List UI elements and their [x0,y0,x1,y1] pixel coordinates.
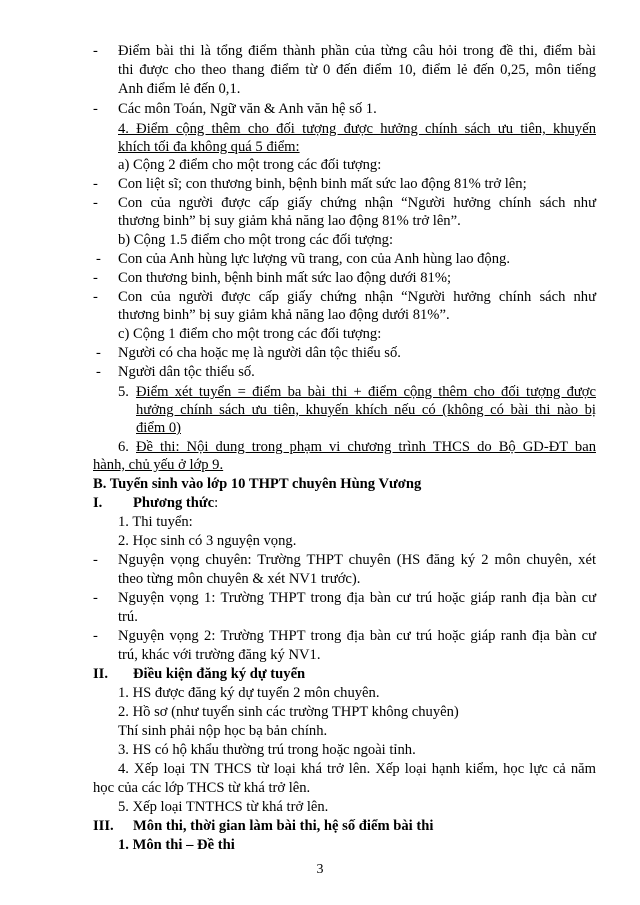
text-line: thương binh” bị suy giảm khả năng lao động 81% trở lên”. [118,213,461,229]
item-number: 6. [118,439,129,455]
bullet-dash: - [96,364,101,380]
bullet-dash: - [93,101,98,117]
bullet-dash: - [93,43,98,59]
bullet-dash: - [93,628,98,644]
subheading-a: a) Cộng 2 điểm cho một trong các đối tượng: [118,157,382,173]
text-line: điểm 0) [136,420,181,436]
text-line: Anh điểm lẻ đến 0,1. [118,81,241,97]
roman-numeral: III. [93,818,114,834]
subheading-mon-thi-de-thi: 1. Môn thi – Đề thi [118,837,235,853]
bullet-dash: - [96,251,101,267]
text-line: Con liệt sĩ; con thương binh, bệnh binh mất sức lao động 81% trở lên; [118,176,527,192]
text-line: thương binh” bị suy giảm khả năng lao động dưới 81%”. [118,307,450,323]
bullet-dash: - [93,176,98,192]
text-line: hưởng chính sách ưu tiên, khuyến khích nếu có (không có bài thi nào bị [136,402,596,418]
list-item: 2. Hồ sơ (như tuyển sinh các trường THPT không chuyên) [118,704,459,720]
list-item: 1. Thi tuyển: [118,514,193,530]
bullet-dash: - [93,289,98,305]
text-line: Người dân tộc thiểu số. [118,364,255,380]
text-line: Con của Anh hùng lực lượng vũ trang, con của Anh hùng lao động. [118,251,510,267]
text-line: Nguyện vọng 1: Trường THPT trong địa bàn cư trú hoặc giáp ranh địa bàn cư [118,590,596,606]
text-line: Điểm xét tuyển = điểm ba bài thi + điểm cộng thêm cho đối tượng được [136,384,596,400]
text-line: Nguyện vọng chuyên: Trường THPT chuyên (HS đăng ký 2 môn chuyên, xét [118,552,596,568]
text-line: trú, khác với trường đăng ký NV1. [118,647,321,663]
text-line: Con thương binh, bệnh binh mất sức lao động dưới 81%; [118,270,452,286]
text-line: Thí sinh phải nộp học bạ bản chính. [118,723,328,739]
list-item: 4. Xếp loại TN THCS từ loại khá trở lên. Xếp loại hạnh kiểm, học lực cả năm [118,761,596,777]
list-item: 5. Xếp loại TNTHCS từ khá trở lên. [118,799,329,815]
section-heading-4-cont: khích tối đa không quá 5 điểm: [118,139,300,155]
text-line: Con của người được cấp giấy chứng nhận “Người hưởng chính sách như [118,289,596,305]
list-item: 3. HS có hộ khẩu thường trú trong hoặc ngoài tỉnh. [118,742,416,758]
text-line: Đề thi: Nội dung trong phạm vi chương trình THCS do Bộ GD-ĐT ban [136,439,596,455]
text-line: Các môn Toán, Ngữ văn & Anh văn hệ số 1. [118,101,377,117]
text-line: Người có cha hoặc mẹ là người dân tộc thiểu số. [118,345,401,361]
bullet-dash: - [93,270,98,286]
text-line: Điểm bài thi là tổng điểm thành phần của từng câu hỏi trong đề thi, điểm bài [118,43,596,59]
bullet-dash: - [93,195,98,211]
text-line: Con của người được cấp giấy chứng nhận “Người hưởng chính sách như [118,195,596,211]
subheading-c: c) Cộng 1 điểm cho một trong các đối tượng: [118,326,382,342]
heading-phuong-thuc: Phương thức: [133,495,219,511]
text-line: Nguyện vọng 2: Trường THPT trong địa bàn cư trú hoặc giáp ranh địa bàn cư [118,628,596,644]
bullet-dash: - [96,345,101,361]
list-item: 1. HS được đăng ký dự tuyển 2 môn chuyên. [118,685,380,701]
bullet-dash: - [93,552,98,568]
text-line: theo từng môn chuyên & xét NV1 trước). [118,571,361,587]
text-line: hành, chủ yếu ở lớp 9. [93,457,224,473]
text-line: trú. [118,609,138,625]
text-line: thi được cho theo thang điểm từ 0 đến điểm 10, điểm lẻ đến 0,25, môn tiếng [118,62,596,78]
heading-mon-thi: Môn thi, thời gian làm bài thi, hệ số điểm bài thi [133,818,434,834]
item-number: 5. [118,384,129,400]
heading-dieu-kien: Điều kiện đăng ký dự tuyển [133,666,306,682]
section-b-heading: B. Tuyển sinh vào lớp 10 THPT chuyên Hùng Vương [93,476,422,492]
text-line: học của các lớp THCS từ khá trở lên. [93,780,311,796]
roman-numeral: II. [93,666,109,682]
section-heading-4: 4. Điểm cộng thêm cho đối tượng được hưởng chính sách ưu tiên, khuyến [118,121,596,137]
page-number: 3 [316,862,324,877]
roman-numeral: I. [93,495,103,511]
bullet-dash: - [93,590,98,606]
subheading-b: b) Cộng 1.5 điểm cho một trong các đối tượng: [118,232,394,248]
list-item: 2. Học sinh có 3 nguyện vọng. [118,533,297,549]
